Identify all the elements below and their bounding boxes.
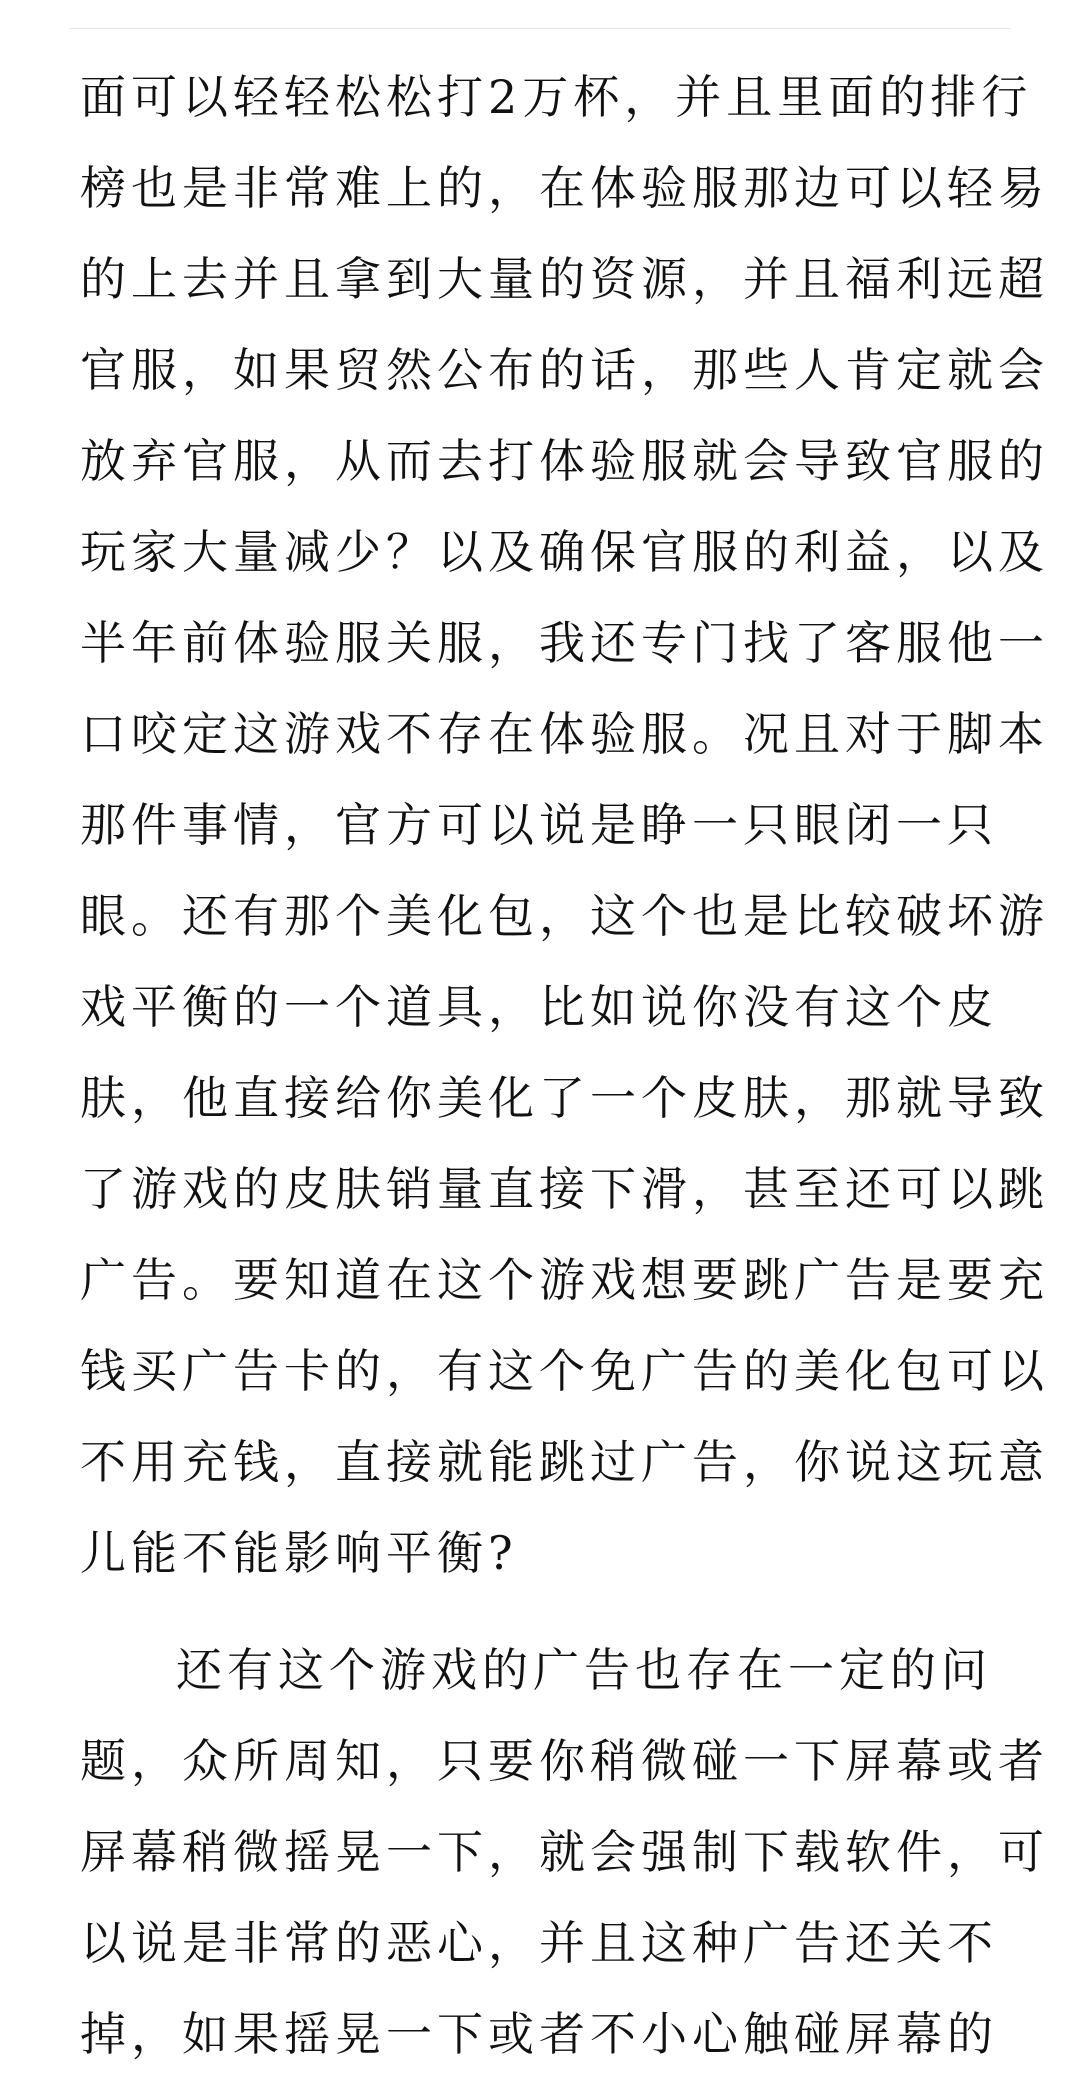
text-line: 钱买广告卡的，有这个免广告的美化包可以 — [80, 1344, 1049, 1398]
text-line: 面可以轻轻松松打2万杯，并且里面的排行 — [80, 70, 1033, 124]
text-line: 儿能不能影响平衡? — [80, 1526, 518, 1580]
text-line: 口咬定这游戏不存在体验服。况且对于脚本 — [80, 707, 1049, 761]
page-top-divider — [70, 28, 1010, 29]
text-line: 半年前体验服关服，我还专门找了客服他一 — [80, 616, 1049, 670]
text-line: 掉，如果摇晃一下或者不小心触碰屏幕的 — [80, 2007, 998, 2061]
text-line: 不用充钱，直接就能跳过广告，你说这玩意 — [80, 1435, 1049, 1489]
text-line: 的上去并且拿到大量的资源，并且福利远超 — [80, 252, 1049, 306]
text-line-indented: 还有这个游戏的广告也存在一定的问 — [176, 1643, 992, 1697]
text-line: 放弃官服，从而去打体验服就会导致官服的 — [80, 434, 1049, 488]
text-line: 戏平衡的一个道具，比如说你没有这个皮 — [80, 980, 998, 1034]
paragraph-1 — [80, 52, 1049, 1599]
document-body — [80, 52, 1049, 2080]
text-line: 官服，如果贸然公布的话，那些人肯定就会 — [80, 343, 1049, 397]
paragraph-2 — [80, 1625, 1049, 2080]
text-line: 题，众所周知，只要你稍微碰一下屏幕或者 — [80, 1734, 1049, 1788]
text-line: 了游戏的皮肤销量直接下滑，甚至还可以跳 — [80, 1162, 1049, 1216]
text-line: 广告。要知道在这个游戏想要跳广告是要充 — [80, 1253, 1049, 1307]
text-line: 以说是非常的恶心，并且这种广告还关不 — [80, 1916, 998, 1970]
text-line: 眼。还有那个美化包，这个也是比较破坏游 — [80, 889, 1049, 943]
text-line: 屏幕稍微摇晃一下，就会强制下载软件，可 — [80, 1825, 1049, 1879]
text-line: 玩家大量减少？以及确保官服的利益，以及 — [80, 525, 1049, 579]
text-line: 那件事情，官方可以说是睁一只眼闭一只 — [80, 798, 998, 852]
text-line: 榜也是非常难上的，在体验服那边可以轻易 — [80, 161, 1049, 215]
paragraph-spacer — [80, 1599, 1000, 1625]
text-line: 肤，他直接给你美化了一个皮肤，那就导致 — [80, 1071, 1049, 1125]
